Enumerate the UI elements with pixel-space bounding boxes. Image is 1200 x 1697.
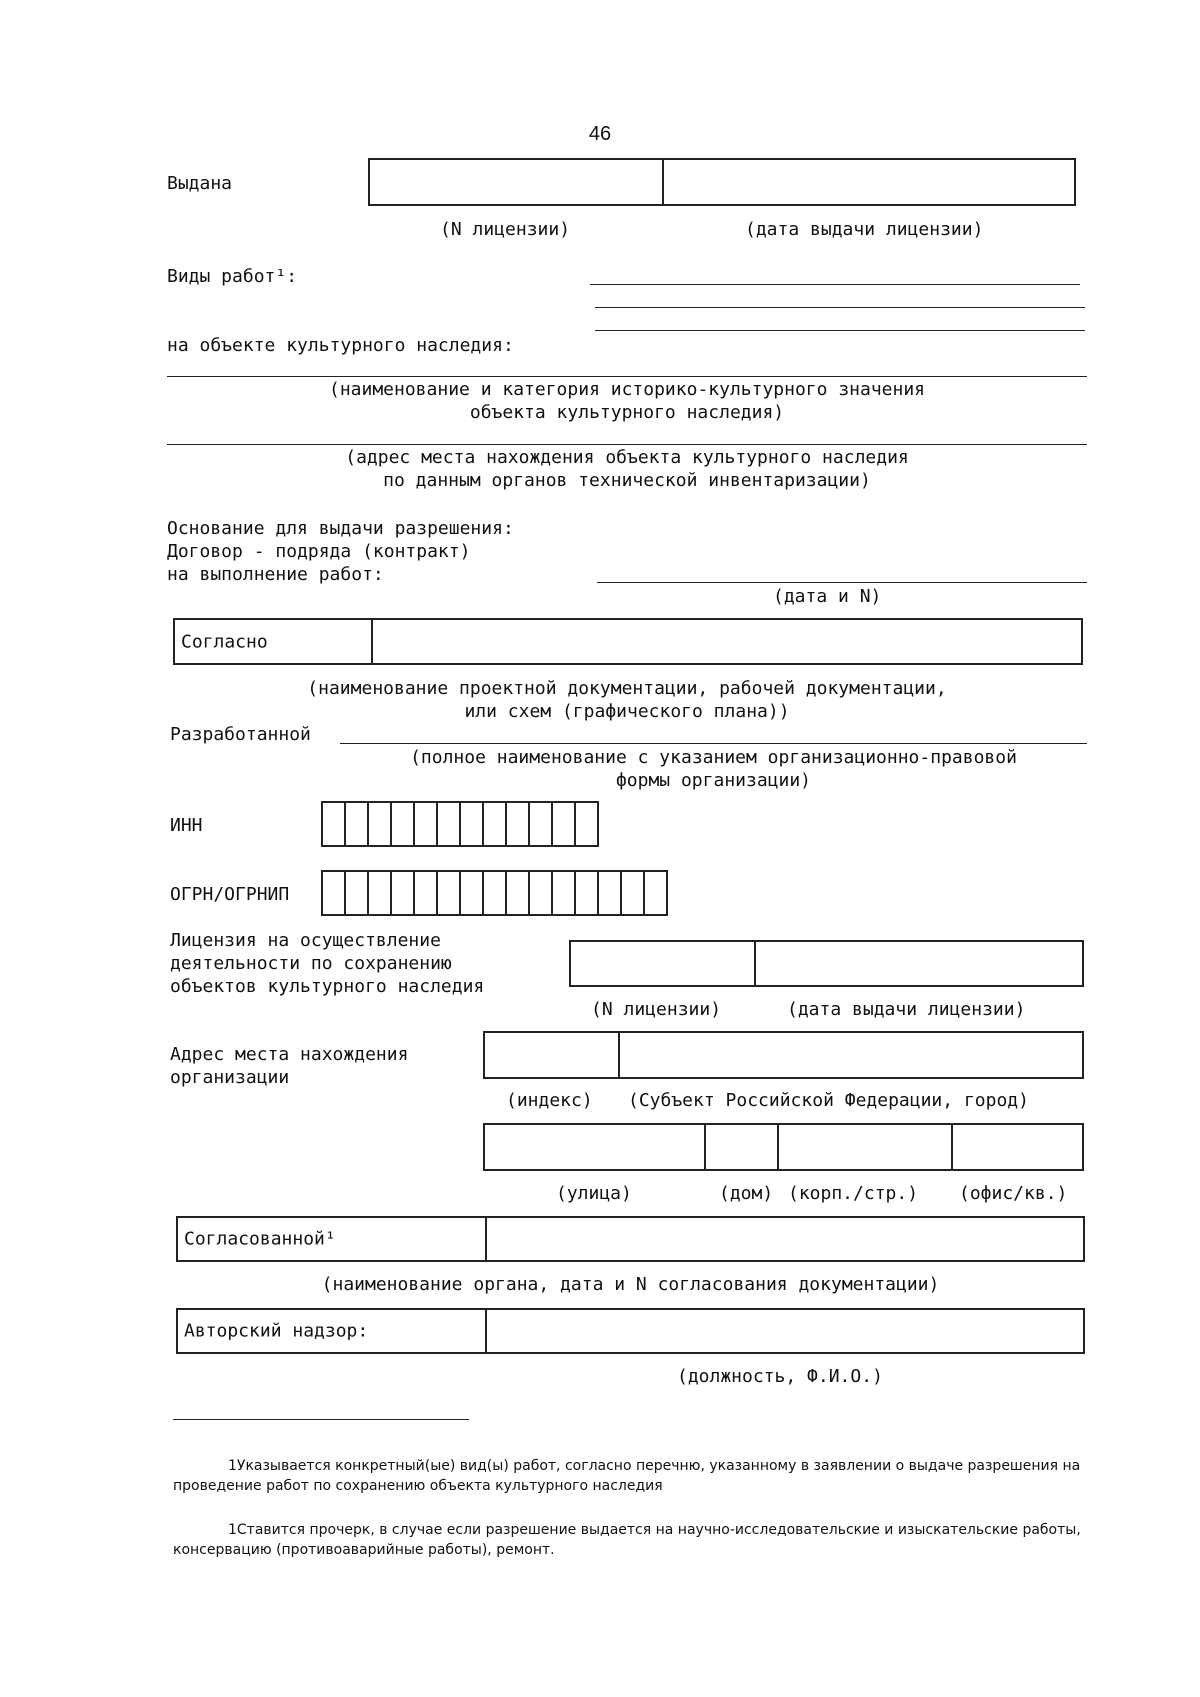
address-house-caption: (дом) xyxy=(719,1183,774,1204)
object-name-caption-2: объекта культурного наследия) xyxy=(469,402,785,423)
basis-line-2: Договор - подряда (контракт) xyxy=(167,541,471,562)
object-name-caption-1: (наименование и категория историко-культурного значения xyxy=(328,379,926,400)
footnote-2: 1Ставится прочерк, в случае если разрешение выдается на научно-исследовательские и изыскательские работы, консервацию (противоаварийные работы), ремонт. xyxy=(173,1522,1081,1558)
work-types-label: Виды работ¹: xyxy=(167,266,298,287)
approved-label: Согласованной¹ xyxy=(184,1228,336,1250)
basis-line-3: на выполнение работ: xyxy=(167,564,384,585)
address-office-caption: (офис/кв.) xyxy=(959,1183,1068,1204)
approved-box[interactable] xyxy=(176,1216,1085,1262)
object-label: на объекте культурного наследия: xyxy=(167,335,514,356)
issued-label: Выдана xyxy=(167,173,233,194)
basis-date-line[interactable] xyxy=(597,582,1087,583)
supervision-box[interactable] xyxy=(176,1308,1085,1354)
basis-date-caption: (дата и N) xyxy=(773,586,882,607)
approved-caption: (наименование органа, дата и N согласования документации) xyxy=(321,1274,940,1295)
agreed-caption-2: или схем (графического плана)) xyxy=(464,701,790,722)
footnote-1: 1Указывается конкретный(ые) вид(ы) работ, согласно перечню, указанному в заявлении о выдаче разрешения на проведение работ по сохранению объекта культурного наследия xyxy=(173,1458,1081,1494)
address-row-1-box[interactable] xyxy=(483,1031,1084,1079)
work-types-line-3[interactable] xyxy=(595,330,1085,331)
license-box[interactable] xyxy=(569,940,1084,987)
object-address-caption-1: (адрес места нахождения объекта культурного наследия xyxy=(345,447,909,468)
issued-license-no-caption: (N лицензии) xyxy=(440,219,571,240)
work-types-line-2[interactable] xyxy=(595,307,1085,308)
address-street-caption: (улица) xyxy=(556,1183,632,1204)
inn-label: ИНН xyxy=(170,815,203,836)
address-building-caption: (корп./стр.) xyxy=(788,1183,919,1204)
address-line-2: организации xyxy=(170,1067,290,1088)
page-number: 46 xyxy=(588,123,612,145)
license-line-2: деятельности по сохранению xyxy=(170,953,452,974)
ogrn-label: ОГРН/ОГРНИП xyxy=(170,884,290,905)
issued-license-date-caption: (дата выдачи лицензии) xyxy=(745,219,984,240)
basis-line-1: Основание для выдачи разрешения: xyxy=(167,518,514,539)
agreed-label: Согласно xyxy=(181,631,268,652)
object-address-caption-2: по данным органов технической инвентаризации) xyxy=(383,470,871,491)
inn-grid[interactable] xyxy=(321,801,599,847)
address-row-2-box[interactable] xyxy=(483,1123,1084,1171)
license-no-caption: (N лицензии) xyxy=(591,999,722,1020)
agreed-caption-1: (наименование проектной документации, рабочей документации, xyxy=(307,678,947,699)
ogrn-grid[interactable] xyxy=(321,870,668,916)
footnote-separator xyxy=(173,1419,469,1420)
license-line-1: Лицензия на осуществление xyxy=(170,930,441,951)
supervision-label: Авторский надзор: xyxy=(184,1320,369,1342)
work-types-line-1[interactable] xyxy=(590,284,1080,285)
agreed-box[interactable] xyxy=(173,618,1083,665)
address-line-1: Адрес места нахождения xyxy=(170,1044,409,1065)
license-line-3: объектов культурного наследия xyxy=(170,976,485,997)
developed-line[interactable] xyxy=(340,743,1087,744)
supervision-caption: (должность, Ф.И.О.) xyxy=(677,1366,883,1387)
issued-license-box[interactable] xyxy=(368,158,1076,206)
developed-label: Разработанной xyxy=(170,724,311,745)
address-index-caption: (индекс) xyxy=(506,1090,593,1111)
developed-caption-2: формы организации) xyxy=(615,770,812,791)
license-date-caption: (дата выдачи лицензии) xyxy=(787,999,1026,1020)
address-subject-caption: (Субъект Российской Федерации, город) xyxy=(628,1090,1029,1111)
object-name-line[interactable] xyxy=(167,376,1087,377)
developed-caption-1: (полное наименование с указанием организационно-правовой xyxy=(410,747,1017,768)
object-address-line[interactable] xyxy=(167,444,1087,445)
